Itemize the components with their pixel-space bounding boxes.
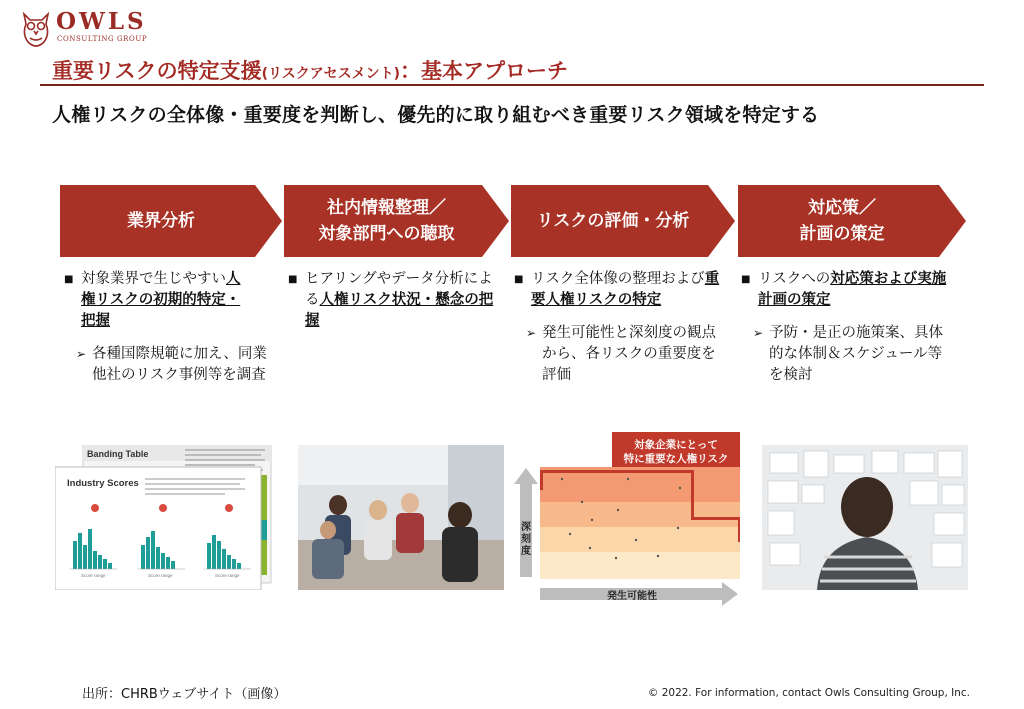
matrix-callout-line2: 特に重要な人権リスク	[623, 453, 729, 465]
arrow-bullet-icon: ➢	[526, 326, 537, 340]
planning-wall-photo	[762, 445, 968, 590]
team-meeting-photo	[298, 445, 504, 590]
square-bullet-icon: ■	[288, 274, 298, 285]
svg-text:Score range: Score range	[81, 573, 106, 578]
matrix-x-label: 発生可能性	[607, 591, 657, 602]
step-content-plan	[741, 269, 966, 386]
title-divider	[40, 84, 984, 86]
source-note: 出所：CHRBウェブサイト（画像）	[82, 687, 287, 702]
main-bullet: ■ リスクへの対応策および実施計画の策定	[741, 269, 966, 311]
sub-bullet: ➢ 予防・是正の施策案、具体的な体制＆スケジュール等を検討	[741, 323, 966, 386]
industry-scores-title: Industry Scores	[67, 478, 139, 489]
step-label: 社内情報整理／ 対象部門への聴取	[318, 198, 455, 244]
step-label: 対応策／ 計画の策定	[799, 198, 885, 244]
matrix-y-label-3: 度	[521, 546, 531, 557]
step-content-internal	[288, 269, 503, 332]
svg-text:Score range: Score range	[215, 573, 240, 578]
title-main: 重要リスクの特定支援	[52, 59, 262, 83]
risk-matrix-chart	[510, 432, 742, 608]
sub-bullet: ➢ 発生可能性と深刻度の観点から、各リスクの重要度を評価	[514, 323, 729, 386]
brand-subtitle: CONSULTING GROUP	[57, 35, 148, 43]
step-chevron-internal	[284, 185, 509, 257]
brand-name: OWLS	[56, 8, 147, 35]
step-chevron-industry	[60, 185, 282, 257]
matrix-y-label-1: 深	[521, 522, 531, 533]
matrix-y-label-2: 刻	[521, 534, 531, 545]
chrb-report-image	[55, 445, 277, 590]
step-chevron-plan	[738, 185, 966, 257]
arrow-bullet-icon: ➢	[753, 326, 764, 340]
square-bullet-icon: ■	[64, 274, 74, 285]
main-bullet: ■ 対象業界で生じやすい人権リスクの初期的特定・把握	[64, 269, 274, 332]
main-bullet: ■ ヒアリングやデータ分析による人権リスク状況・懸念の把握	[288, 269, 503, 332]
main-bullet: ■ リスク全体像の整理および重要人権リスクの特定	[514, 269, 729, 311]
step-content-industry	[64, 269, 274, 386]
banding-table-title: Banding Table	[87, 449, 149, 459]
title-paren: (リスクアセスメント)	[261, 66, 400, 82]
arrow-bullet-icon: ➢	[76, 347, 87, 361]
copyright-notice: © 2022. For information, contact Owls Consulting Group, Inc.	[647, 687, 970, 699]
page-title	[52, 55, 568, 85]
step-label: リスクの評価・分析	[536, 211, 690, 231]
square-bullet-icon: ■	[741, 274, 751, 285]
step-chevron-evaluation	[511, 185, 735, 257]
step-label: 業界分析	[127, 211, 195, 231]
page-subtitle: 人権リスクの全体像・重要度を判断し、優先的に取り組むべき重要リスク領域を特定する	[52, 104, 820, 126]
square-bullet-icon: ■	[514, 274, 524, 285]
matrix-callout-line1: 対象企業にとって	[634, 439, 718, 451]
title-tail: ：基本アプローチ	[399, 59, 568, 83]
svg-text:Score range: Score range	[148, 573, 173, 578]
step-content-evaluation	[514, 269, 729, 386]
sub-bullet: ➢ 各種国際規範に加え、同業他社のリスク事例等を調査	[64, 344, 274, 386]
